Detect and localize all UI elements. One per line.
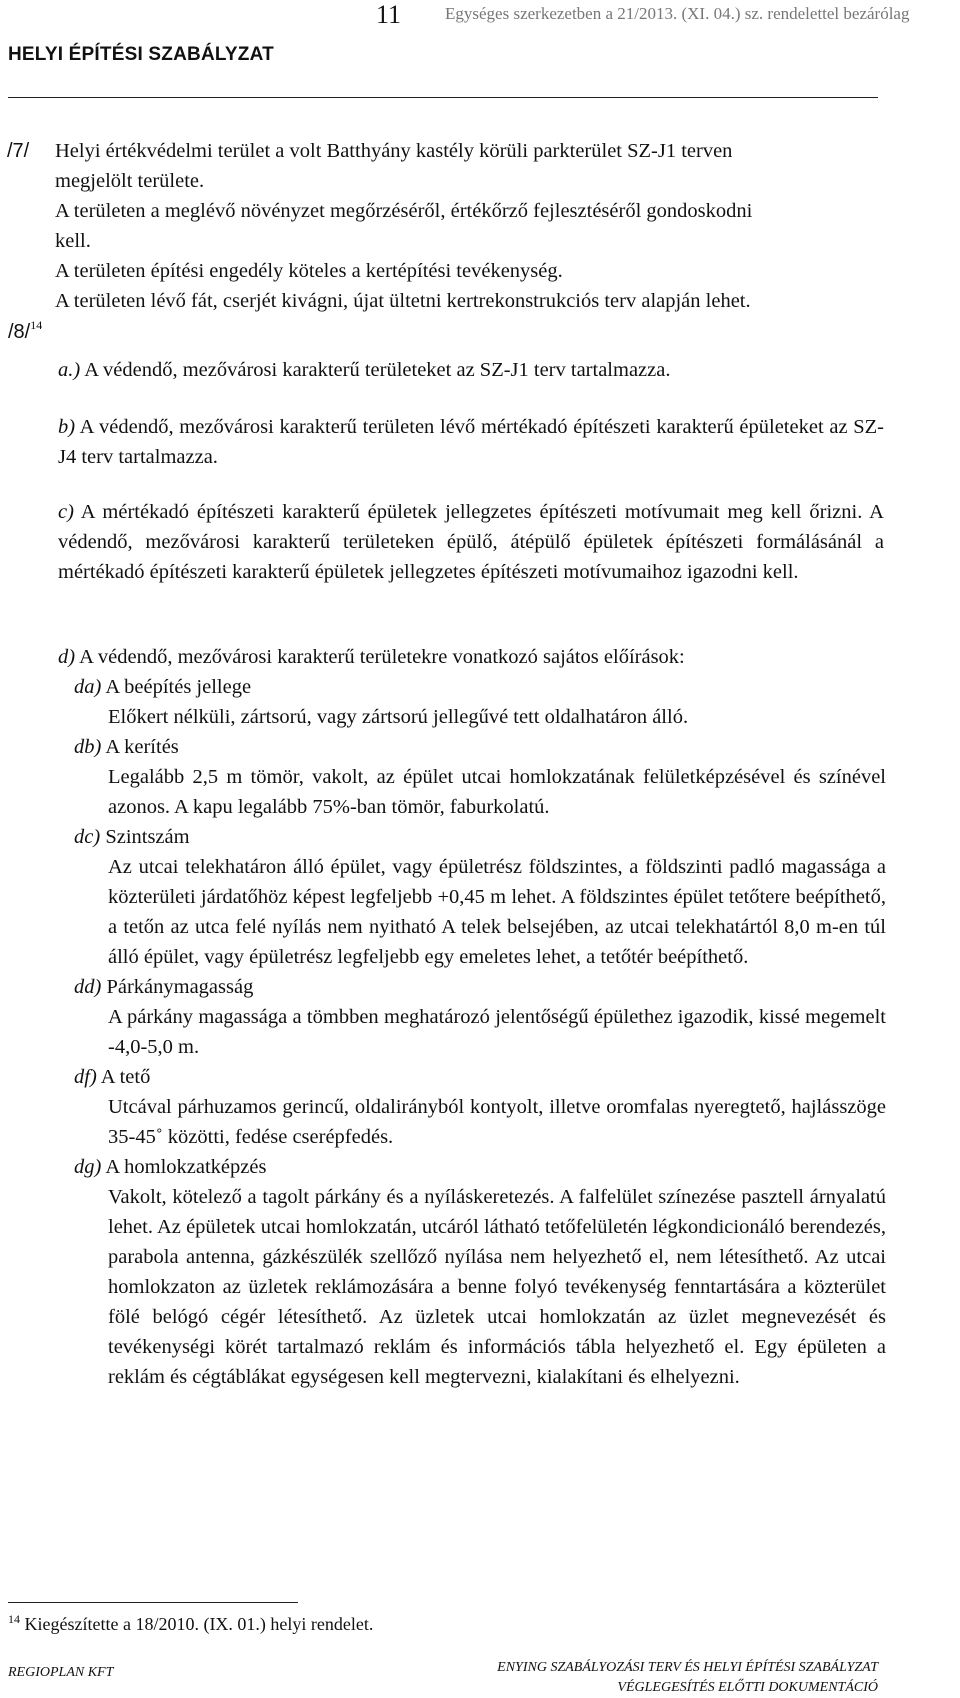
item-dg-text: Vakolt, kötelező a tagolt párkány és a nyíláskeretezés. A falfelület színezése pasztell árnyalatú lehet. Az épületek utcai homlokzatán, utcáról látható tetőfelületén légkondicionáló berendezés, parabola antenna, gázkészülék szellőző nyílása nem helyezhető el, nem létesíthető. Az utcai homlokzaton az üzletek reklámozására a benne folyó tevékenység fenntartására a közterület fölé belógó cégér létesíthető. Az üzletek utcai homlokzatán az üzlet megnevezését és tevékenységi körét tartalmazó reklám és információs tábla helyezhető el. Egy épületen a reklám és cégtáblákat egységesen kell megtervezni, kialakítani és elhelyezni.	[108, 1186, 886, 1388]
section-7-number: /7/	[7, 140, 30, 162]
page-number: 11	[376, 0, 402, 29]
item-da-title: A beépítés jellege	[105, 676, 252, 698]
footnote-text: Kiegészítette a 18/2010. (IX. 01.) helyi rendelet.	[24, 1614, 374, 1634]
footer-document-title: ENYING SZABÁLYOZÁSI TERV ÉS HELYI ÉPÍTÉSI SZABÁLYZAT	[497, 1660, 878, 1675]
paragraph-a-label: a.)	[58, 359, 81, 381]
item-da-label: da)	[74, 676, 102, 698]
footnote	[8, 1612, 373, 1635]
item-db-title: A kerítés	[105, 736, 179, 758]
paragraph-c	[58, 497, 884, 587]
item-dd-title: Párkánymagasság	[106, 976, 254, 998]
paragraph-c-label: c)	[58, 501, 74, 523]
section-8-number	[8, 318, 42, 344]
footer-company: REGIOPLAN KFT	[8, 1665, 114, 1680]
section-7-line: kell.	[55, 230, 91, 252]
item-df-text: Utcával párhuzamos gerincű, oldalirányból kontyolt, illetve oromfalas nyeregtető, hajlásszöge 35-45˚ közötti, fedése cserépfedés.	[108, 1096, 886, 1148]
document-title: HELYI ÉPÍTÉSI SZABÁLYZAT	[8, 44, 274, 65]
section-7	[7, 136, 960, 316]
paragraph-d-text: A védendő, mezővárosi karakterű területekre vonatkozó sajátos előírások:	[79, 646, 685, 668]
item-dc	[74, 822, 886, 972]
item-db-label: db)	[74, 736, 102, 758]
section-7-line: A területen a meglévő növényzet megőrzéséről, értékőrző fejlesztéséről gondoskodni	[55, 200, 753, 222]
section-7-line: A területen lévő fát, cserjét kivágni, újat ültetni kertrekonstrukciós terv alapján lehet.	[55, 290, 751, 312]
item-da	[74, 672, 886, 732]
section-7-line: Helyi értékvédelmi terület a volt Batthyány kastély körüli parkterület SZ-J1 terven	[55, 140, 733, 162]
paragraph-a-text: A védendő, mezővárosi karakterű területeket az SZ-J1 terv tartalmazza.	[84, 359, 671, 381]
section-7-line: megjelölt területe.	[55, 170, 205, 192]
paragraph-d	[58, 642, 888, 672]
item-dd-text: A párkány magassága a tömbben meghatározó jelentőségű épülethez igazodik, kissé megemelt -4,0-5,0 m.	[108, 1006, 886, 1058]
paragraph-d-label: d)	[58, 646, 76, 668]
item-df	[74, 1062, 886, 1152]
item-dc-title: Szintszám	[105, 826, 190, 848]
item-db-text: Legalább 2,5 m tömör, vakolt, az épület utcai homlokzatának felületképzésével és színével azonos. A kapu legalább 75%-ban tömör, faburkolatú.	[108, 766, 886, 818]
header-consolidation-note: Egységes szerkezetben a 21/2013. (XI. 04.) sz. rendelettel bezárólag	[445, 4, 910, 23]
footnote-rule	[8, 1602, 298, 1603]
item-dg-label: dg)	[74, 1156, 102, 1178]
item-dc-label: dc)	[74, 826, 101, 848]
item-df-label: df)	[74, 1066, 97, 1088]
item-da-text: Előkert nélküli, zártsorú, vagy zártsorú jellegűvé tett oldalhatáron álló.	[108, 706, 689, 728]
item-dg-title: A homlokzatképzés	[105, 1156, 267, 1178]
item-dd	[74, 972, 886, 1062]
item-df-title: A tető	[100, 1066, 151, 1088]
footnote-number: 14	[8, 1612, 20, 1626]
item-dg	[74, 1152, 886, 1392]
paragraph-b-text: A védendő, mezővárosi karakterű területen lévő mértékadó építészeti karakterű épületeket az SZ-J4 terv tartalmazza.	[58, 416, 884, 468]
item-dc-text: Az utcai telekhatáron álló épület, vagy épületrész földszintes, a földszinti padló magassága a közterületi járdatőhöz képest legfeljebb +0,45 m lehet. A földszintes épület tetőtere beépíthető, a tetőn az utca felé nyílás nem nyitható A telek belsejében, az utcai telekhatártól 8,0 m-en túl álló épület, vagy épületrész legfeljebb egy emeletes lehet, a tetőtér beépíthető.	[108, 856, 886, 968]
paragraph-a	[58, 355, 884, 385]
footnote-ref[interactable]: 14	[30, 318, 43, 332]
section-8-label: /8/	[8, 321, 31, 343]
paragraph-b	[58, 412, 884, 472]
header-rule	[8, 97, 878, 98]
item-db	[74, 732, 886, 822]
section-7-line: A területen építési engedély köteles a kertépítési tevékenység.	[55, 260, 563, 282]
item-dd-label: dd)	[74, 976, 102, 998]
footer-document-status: VÉGLEGESÍTÉS ELŐTTI DOKUMENTÁCIÓ	[617, 1680, 878, 1695]
footer-document	[430, 1658, 878, 1698]
paragraph-b-label: b)	[58, 416, 76, 438]
paragraph-c-text: A mértékadó építészeti karakterű épületek jellegzetes építészeti motívumait meg kell őrizni. A védendő, mezővárosi karakterű területeken épülő, átépülő épületek építészeti formálásánál a mértékadó építészeti karakterű épületek jellegzetes építészeti motívumaihoz igazodni kell.	[58, 501, 884, 583]
